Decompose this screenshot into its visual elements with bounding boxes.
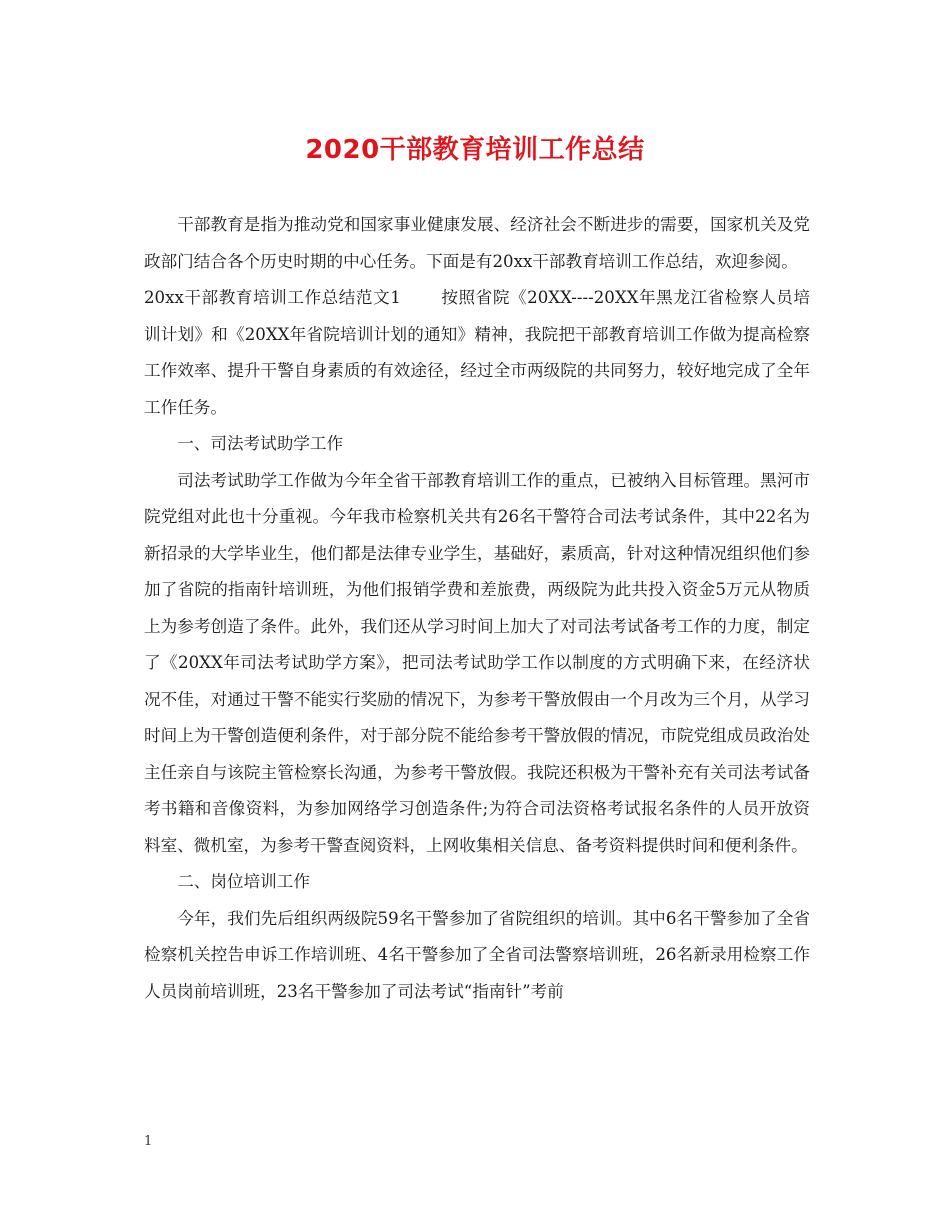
section-body-post-training: 今年，我们先后组织两级院59名干警参加了省院组织的培训。其中6名干警参加了全省检察机关控告申诉工作培训班、4名干警参加了全省司法警察培训班，26名新录用检察工作人员岗前培训班，23名干警参加了司法考试“指南针”考前 xyxy=(144,908,810,1001)
sample-body: 按照省院《20XX----20XX年黑龙江省检察人员培训计划》和《20XX年省院培训计划的通知》精神，我院把干部教育培训工作做为提高检察工作效率、提升干警自身素质的有效途径，经过全市两级院的共同努力，较好地完成了全年工作任务。 xyxy=(144,288,811,417)
section-body-judicial-exam: 司法考试助学工作做为今年全省干部教育培训工作的重点，已被纳入目标管理。黑河市院党组对此也十分重视。今年我市检察机关共有26名干警符合司法考试条件，其中22名为新招录的大学毕业生，他们都是法律专业学生，基础好，素质高，针对这种情况组织他们参加了省院的指南针培训班，为他们报销学费和差旅费，两级院为此共投入资金5万元从物质上为参考创造了条件。此外，我们还从学习时间上加大了对司法考试备考工作的力度，制定了《20XX年司法考试助学方案》，把司法考试助学工作以制度的方式明确下来，在经济状况不佳，对通过干警不能实行奖励的情况下，为参考干警放假由一个月改为三个月，从学习时间上为干警创造便利条件，对于部分院不能给参考干警放假的情况，市院党组成员政治处主任亲自与该院主管检察长沟通，为参考干警放假。我院还积极为干警补充有关司法考试备考书籍和音像资料，为参加网络学习创造条件;为符合司法资格考试报名条件的人员开放资料室、微机室，为参考干警查阅资料，上网收集相关信息、备考资料提供时间和便利条件。 xyxy=(144,470,810,855)
intro-paragraph: 干部教育是指为推动党和国家事业健康发展、经济社会不断进步的需要，国家机关及党政部门结合各个历史时期的中心任务。下面是有20xx干部教育培训工作总结，欢迎参阅。 xyxy=(144,215,810,271)
document-title: 2020干部教育培训工作总结 xyxy=(305,135,645,165)
section-heading-judicial-exam: 一、司法考试助学工作 xyxy=(177,434,344,453)
page-number: 1 xyxy=(144,1134,153,1149)
document-body xyxy=(144,207,810,1010)
section-heading-post-training: 二、岗位培训工作 xyxy=(177,872,310,891)
sample-label: 20xx干部教育培训工作总结范文1 xyxy=(144,288,401,307)
sample-paragraph xyxy=(144,280,810,426)
